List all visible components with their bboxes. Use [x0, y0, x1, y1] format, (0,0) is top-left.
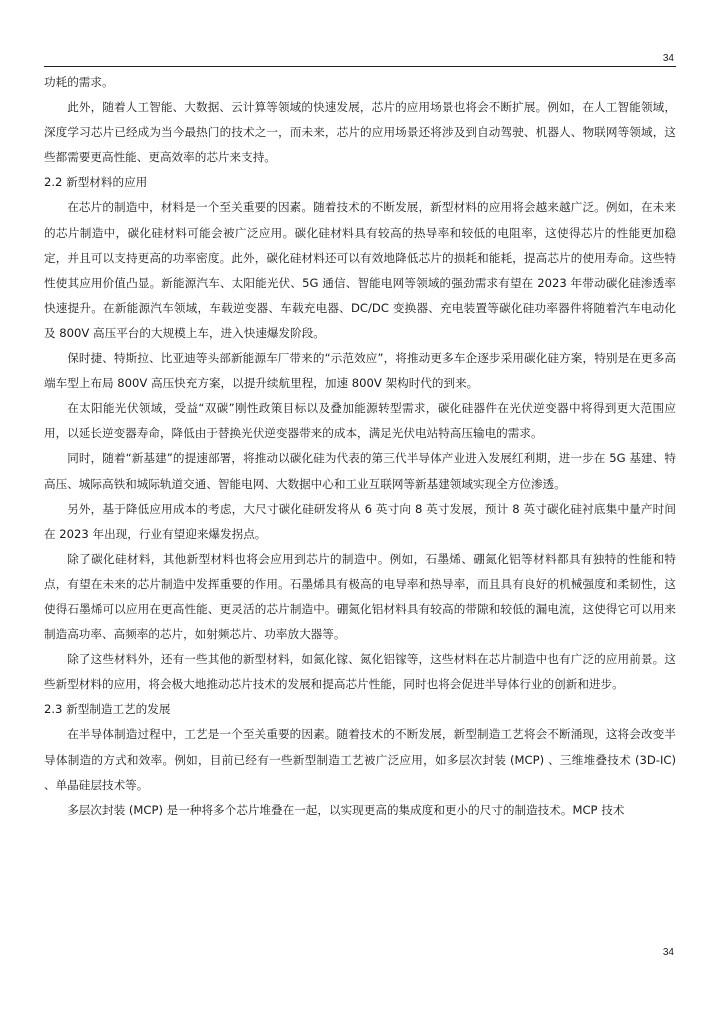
page-number-top: 34 [662, 53, 674, 64]
paragraph: 同时，随着“新基建”的提速部署，将推动以碳化硅为代表的第三代半导体产业进入发展红利期，进一步在 5G 基建、特高压、城际高铁和城际轨道交通、智能电网、大数据中心和工业互联网等新基建领域实现全方位渗透。 [44, 451, 676, 491]
paragraph: 除了这些材料外，还有一些其他的新型材料，如氮化镓、氮化铝镓等，这些材料在芯片制造中也有广泛的应用前景。这些新型材料的应用，将会极大地推动芯片技术的发展和提高芯片性能，同时也将会促进半导体行业的创新和进步。 [44, 652, 676, 692]
paragraph: 在太阳能光伏领域，受益“双碳”刚性政策目标以及叠加能源转型需求，碳化硅器件在光伏逆变器中将得到更大范围应用，以延长逆变器寿命，降低由于替换光伏逆变器带来的成本，满足光伏电站特高压输电的需求。 [44, 401, 676, 441]
header-rule [44, 66, 676, 67]
document-body [44, 70, 676, 823]
paragraph: 在半导体制造过程中，工艺是一个至关重要的因素。随着技术的不断发展，新型制造工艺将会不断涌现，这将会改变半导体制造的方式和效率。例如，目前已经有一些新型制造工艺被广泛应用，如多层次封装 (MCP) 、三维堆叠技术 (3D-IC) 、单晶硅层技术等。 [44, 727, 676, 792]
paragraph: 多层次封装 (MCP) 是一种将多个芯片堆叠在一起，以实现更高的集成度和更小的尺寸的制造技术。MCP 技术 [67, 802, 625, 817]
section-heading-2-3: 2.3 新型制造工艺的发展 [44, 702, 171, 717]
page-number-bottom: 34 [662, 947, 674, 958]
paragraph-continuation: 功耗的需求。 [44, 75, 114, 89]
paragraph: 除了碳化硅材料，其他新型材料也将会应用到芯片的制造中。例如，石墨烯、硼氮化铝等材料都具有独特的性能和特点，有望在未来的芯片制造中发挥重要的作用。石墨烯具有极高的电导率和热导率，而且具有良好的机械强度和柔韧性，这使得石墨烯可以应用在更高性能、更灵活的芯片制造中。硼氮化铝材料具有较高的带隙和较低的漏电流，这使得它可以用来制造高功率、高频率的芯片，如射频芯片、功率放大器等。 [44, 551, 676, 642]
paragraph: 在芯片的制造中，材料是一个至关重要的因素。随着技术的不断发展，新型材料的应用将会越来越广泛。例如，在未来的芯片制造中，碳化硅材料可能会被广泛应用。碳化硅材料具有较高的热导率和较低的电阻率，这使得芯片的性能更加稳定，并且可以支持更高的功率密度。此外，碳化硅材料还可以有效地降低芯片的损耗和能耗，提高芯片的使用寿命。这些特性使其应用价值凸显。新能源汽车、太阳能光伏、5G 通信、智能电网等领域的强劲需求有望在 2023 年带动碳化硅渗透率快速提升。在新能源汽车领域，车载逆变器、车载充电器、DC/DC 变换器、充电装置等碳化硅功率器件将随着汽车电动化及 800V 高压平台的大规模上车，进入快速爆发阶段。 [44, 200, 676, 340]
paragraph: 此外，随着人工智能、大数据、云计算等领域的快速发展，芯片的应用场景也将会不断扩展。例如，在人工智能领域，深度学习芯片已经成为当今最热门的技术之一，而未来，芯片的应用场景还将涉及到自动驾驶、机器人、物联网等领域，这些都需要更高性能、更高效率的芯片来支持。 [44, 100, 676, 165]
paragraph: 另外，基于降低应用成本的考虑，大尺寸碳化硅研发将从 6 英寸向 8 英寸发展，预计 8 英寸碳化硅衬底集中量产时间在 2023 年出现，行业有望迎来爆发拐点。 [44, 501, 676, 541]
paragraph: 保时捷、特斯拉、比亚迪等头部新能源车厂带来的“示范效应”，将推动更多车企逐步采用碳化硅方案，特别是在更多高端车型上布局 800V 高压快充方案，以提升续航里程，加速 800V 架构时代的到来。 [44, 351, 676, 391]
section-heading-2-2: 2.2 新型材料的应用 [44, 175, 148, 190]
